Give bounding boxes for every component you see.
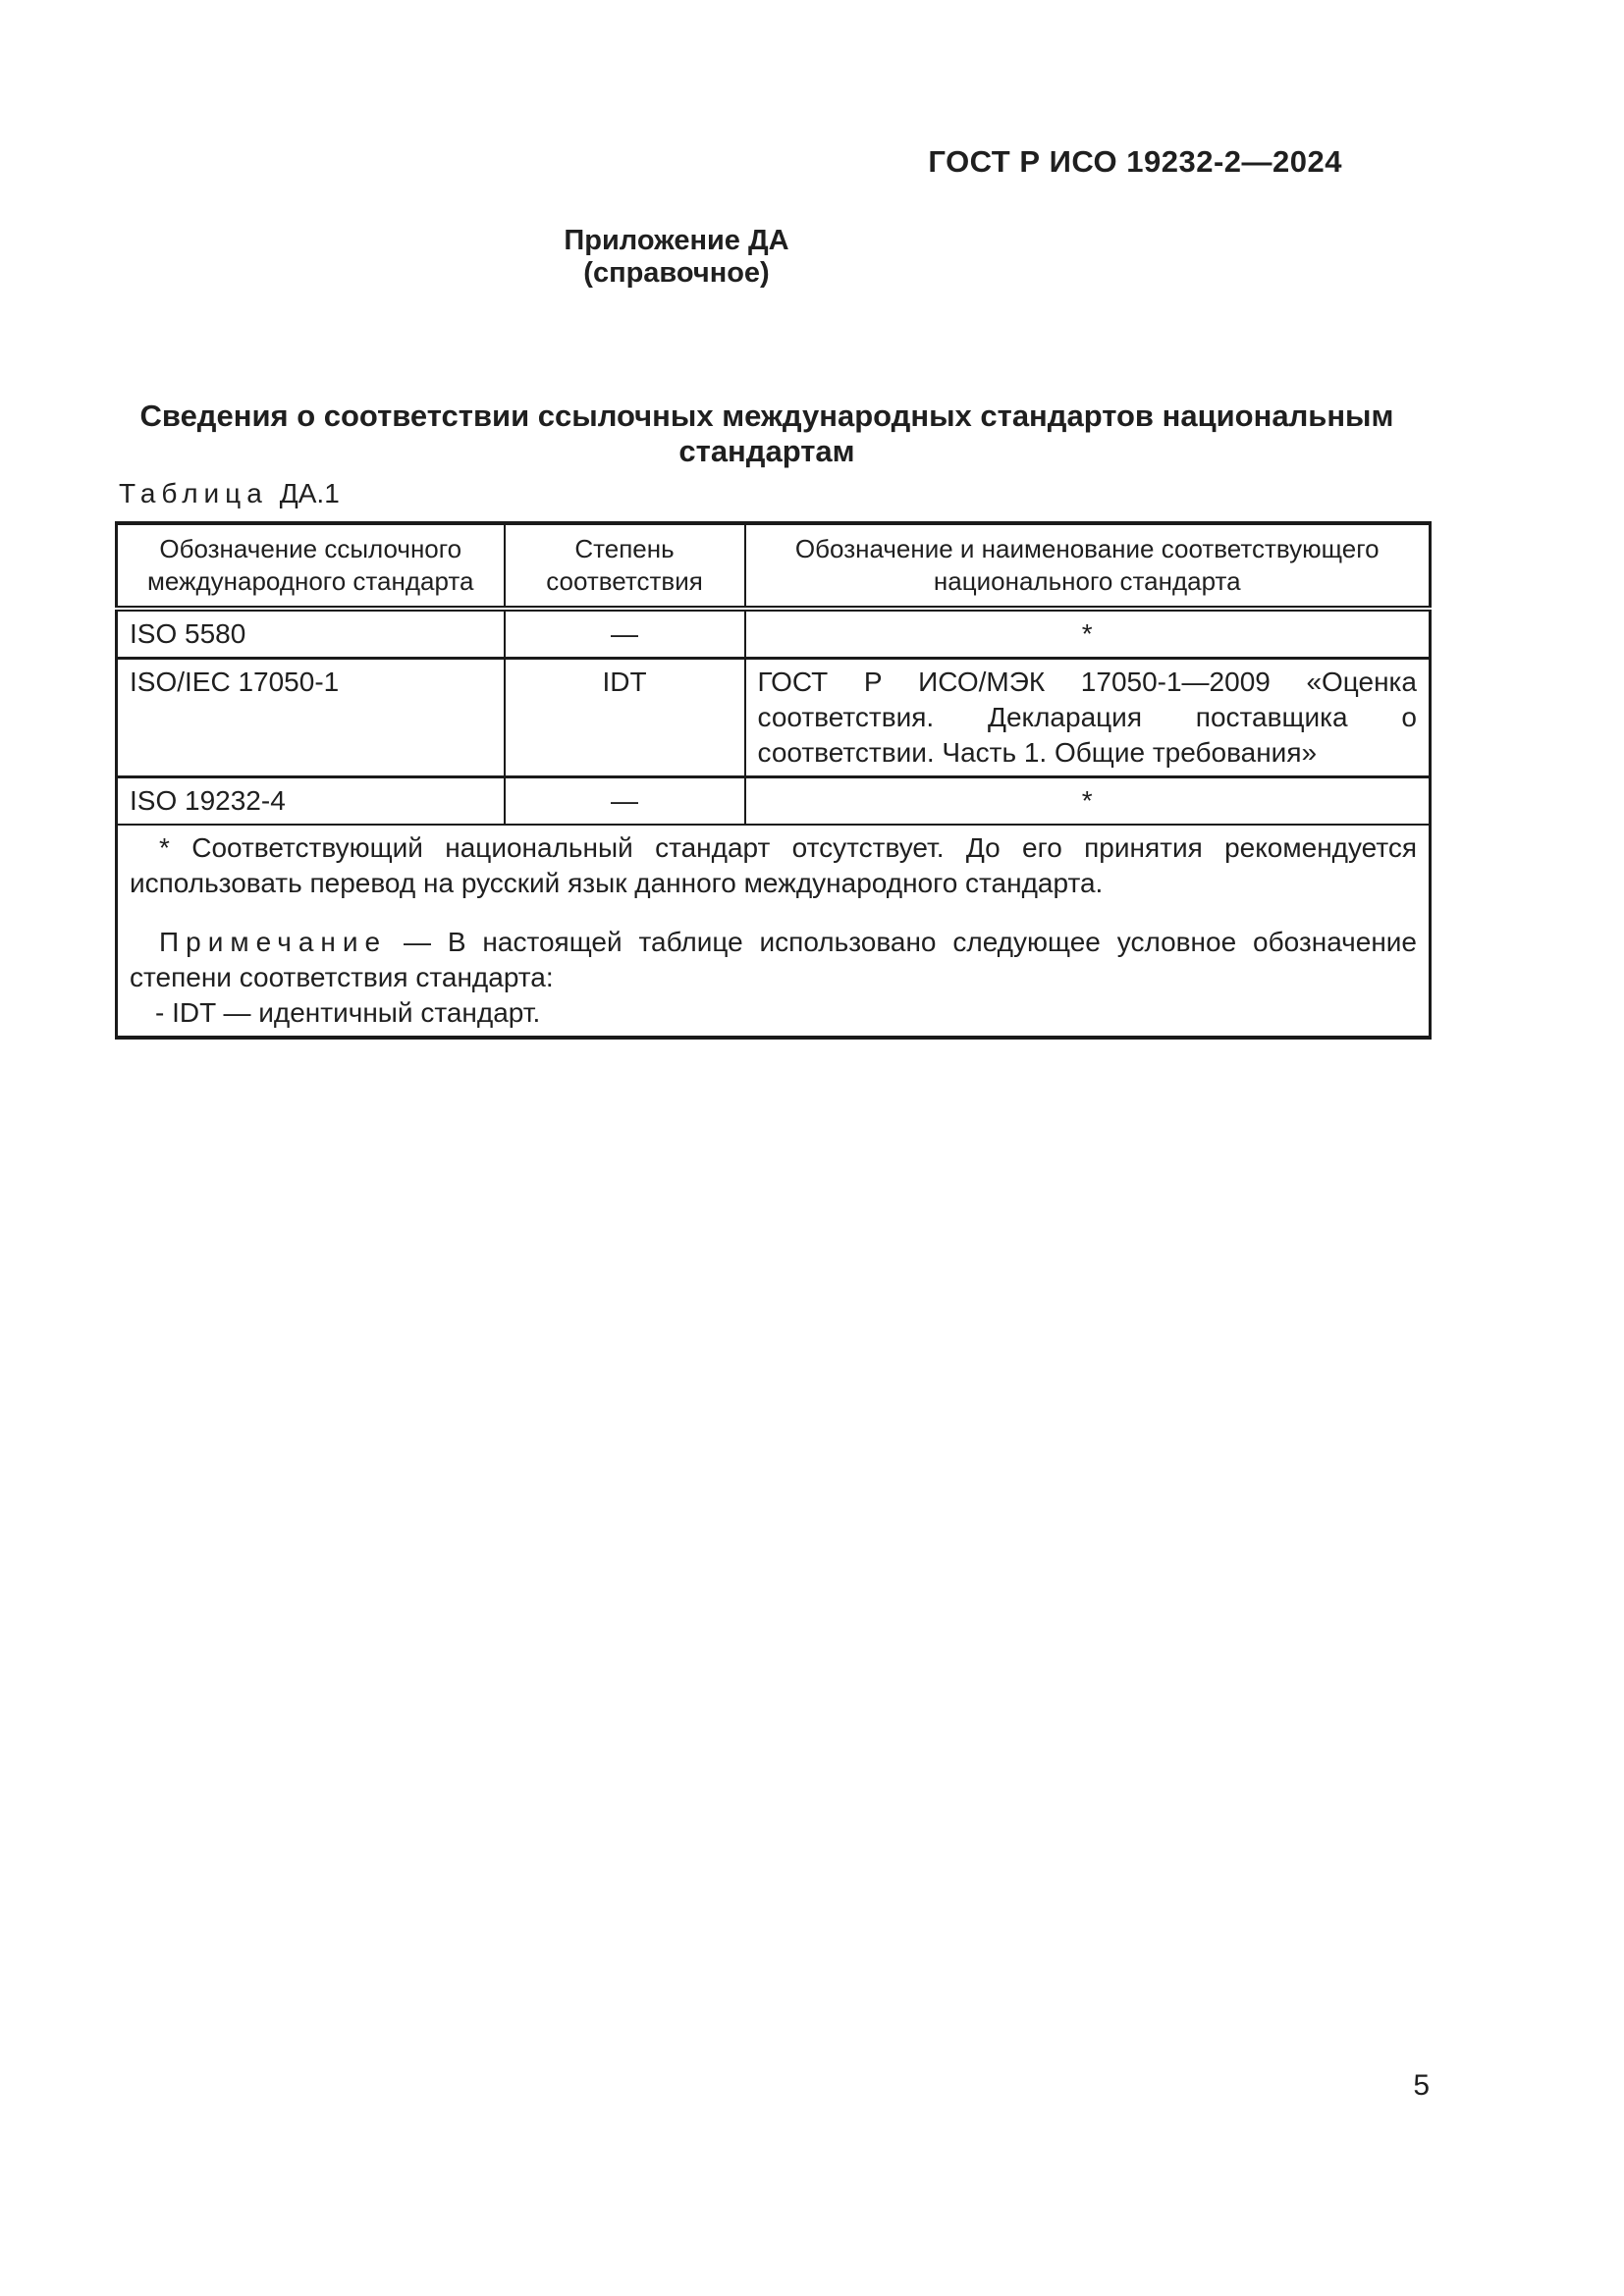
column-header-degree: Степень соответствия [505,523,745,609]
cell-standard: ISO/IEC 17050-1 [117,659,505,777]
appendix-heading [0,225,1353,290]
appendix-title: Приложение ДА [564,225,789,256]
table-row [117,777,1431,826]
cell-national: ГОСТ Р ИСО/МЭК 17050-1—2009 «Оценка соответствия. Декларация поставщика о соответствии. Часть 1. Общие требования» [745,659,1431,777]
table-footnote-row [117,825,1431,1038]
table-row [117,659,1431,777]
table-header-row [117,523,1431,609]
cell-degree: — [505,609,745,659]
standards-table [115,521,1432,1040]
note-text: — В настоящей таблице использовано следующее условное обозначение степени соответствия стандарта: [130,927,1417,992]
column-header-international-standard: Обозначение ссылочного международного стандарта [117,523,505,609]
footnote-text: * Соответствующий национальный стандарт отсутствует. До его принятия рекомендуется использовать перевод на русский язык данного международного стандарта. [130,832,1417,898]
note-paragraph [130,925,1417,995]
section-title: Сведения о соответствии ссылочных международных стандартов национальным стандартам [139,399,1394,468]
cell-degree: — [505,777,745,826]
cell-national: * [745,777,1431,826]
table-caption-word: Таблица [119,478,268,508]
cell-standard: ISO 19232-4 [117,777,505,826]
appendix-subtitle: (справочное) [583,257,770,289]
standards-table-container [115,521,1429,1040]
table-caption [119,478,340,509]
table-caption-number: ДА.1 [279,478,340,508]
doc-header: ГОСТ Р ИСО 19232-2—2024 [928,144,1342,179]
table-row [117,609,1431,659]
note-label: Примечание [159,927,388,957]
column-header-national-standard: Обозначение и наименование соответствующего национального стандарта [745,523,1431,609]
cell-national: * [745,609,1431,659]
footnote-cell [117,825,1431,1038]
page-number: 5 [1413,2069,1430,2102]
cell-standard: ISO 5580 [117,609,505,659]
cell-degree: IDT [505,659,745,777]
note-item-idt: - IDT — идентичный стандарт. [155,997,541,1028]
